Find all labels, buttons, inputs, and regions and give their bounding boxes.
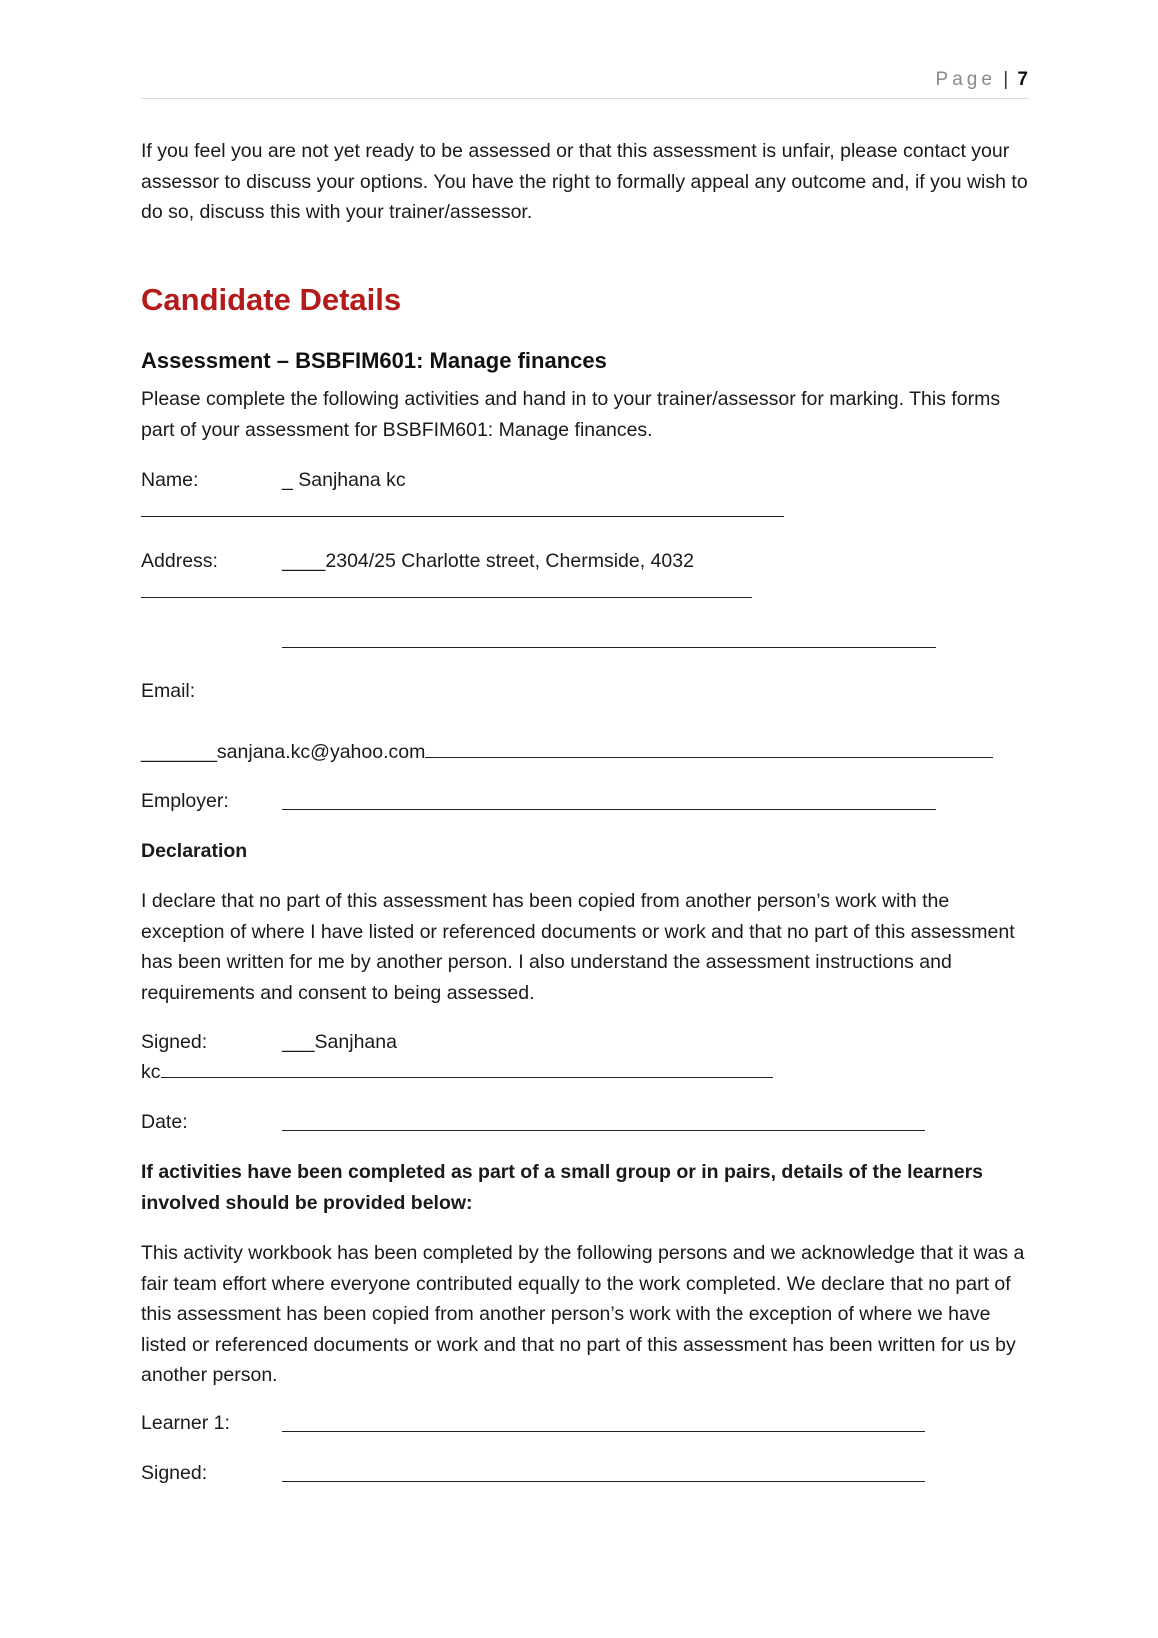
address-underline-2[interactable] — [282, 647, 936, 648]
name-value: _ Sanjhana kc — [282, 469, 406, 491]
group-heading: If activities have been completed as part of a small group or in pairs, details of the learners involved should be provided below: — [141, 1161, 984, 1214]
learner1-underline[interactable] — [282, 1431, 925, 1432]
declaration-heading: Declaration — [141, 840, 248, 862]
name-underline[interactable] — [141, 516, 784, 517]
assessment-instructions: Please complete the following activities and hand in to your trainer/assessor for marking. This forms part of your assessment for BSBFIM601: Manage finances. — [141, 388, 1001, 441]
date-label: Date: — [141, 1111, 188, 1133]
signed-label: Signed: — [141, 1031, 208, 1053]
page-number: 7 — [1017, 69, 1028, 90]
email-value: sanjana.kc@yahoo.com — [216, 741, 426, 763]
email-line[interactable] — [141, 737, 993, 767]
name-label: Name: — [141, 469, 199, 491]
email-label: Email: — [141, 680, 196, 702]
employer-label: Employer: — [141, 790, 229, 812]
page-separator: | — [1003, 69, 1009, 90]
intro-paragraph: If you feel you are not yet ready to be assessed or that this assessment is unfair, please contact your assessor to discuss your options. You have the right to formally appeal any outcome and, if you wish to do so, discuss this with your trainer/assessor. — [141, 140, 1028, 223]
page-label: Page — [935, 69, 996, 90]
assessment-title: Assessment – BSBFIM601: Manage finances — [141, 348, 607, 373]
signed-underline — [161, 1057, 773, 1078]
signed-continuation[interactable] — [141, 1057, 773, 1087]
address-underline-1[interactable] — [141, 597, 752, 598]
employer-underline[interactable] — [282, 809, 936, 810]
declaration-text: I declare that no part of this assessment has been copied from another person’s work with the exception of where I have listed or referenced documents or work and that no part of this assessment has been written for me by another person. I also understand the assessment instructions and requirements and consent to being assessed. — [141, 890, 1015, 1004]
page-header — [141, 66, 1028, 99]
date-underline[interactable] — [282, 1130, 925, 1131]
section-title: Candidate Details — [141, 282, 402, 317]
email-underline — [425, 737, 993, 758]
learner1-label: Learner 1: — [141, 1412, 230, 1434]
signed-value: ___Sanjhana — [282, 1031, 397, 1053]
signed-value-cont: kc — [141, 1061, 161, 1083]
learner-signed-underline[interactable] — [282, 1481, 925, 1482]
email-prefix: _______ — [141, 741, 217, 763]
address-label: Address: — [141, 550, 218, 572]
address-value: ____2304/25 Charlotte street, Chermside, 4032 — [282, 550, 694, 572]
learner-signed-label: Signed: — [141, 1462, 208, 1484]
group-text: This activity workbook has been completed by the following persons and we acknowledge that it was a fair team effort where everyone contributed equally to the work completed. We declare that no part of this assessment has been copied from another person’s work with the exception of where we have listed or referenced documents or work and that no part of this assessment has been written for us by another person. — [141, 1242, 1025, 1386]
